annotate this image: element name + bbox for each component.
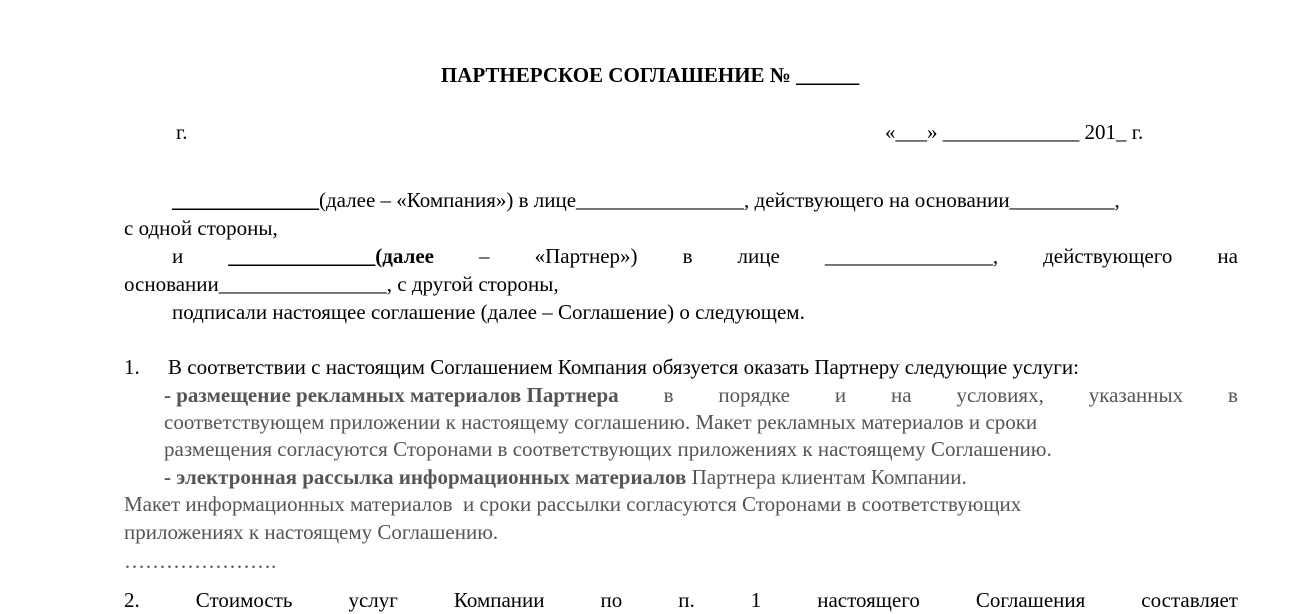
item-1-bold — [164, 381, 619, 409]
word: указанных — [1088, 383, 1184, 407]
word: «Партнер») — [534, 244, 638, 268]
word: и — [834, 383, 847, 407]
word: в — [663, 383, 674, 407]
section-1-heading: В соответствии с настоящим Соглашением Компания обязуется оказать Партнеру следующие услуги: — [168, 355, 1079, 379]
section-1-paragraph-line-1: Макет информационных материалов и сроки рассылки согласуются Сторонами в соответствующих — [124, 492, 1022, 516]
word: Компании — [453, 588, 545, 612]
word: лице — [737, 244, 780, 268]
item-1-dash: - — [164, 383, 171, 407]
word: на — [891, 383, 912, 407]
city-label: г. — [176, 120, 188, 144]
word: на — [1217, 244, 1238, 268]
section-1-item-1-line-2: соответствующем приложении к настоящему соглашению. Макет рекламных материалов и сроки — [164, 410, 1038, 434]
word: по — [600, 588, 623, 612]
section-1-number: 1. — [124, 355, 140, 379]
section-1-item-1-line-3: размещения согласуются Сторонами в соответствующих приложениях к настоящему Соглашению. — [164, 437, 1052, 461]
item-2-rest: Партнера клиентам Компании. — [686, 465, 967, 489]
word: п. — [678, 588, 695, 612]
word: Соглашения — [975, 588, 1086, 612]
item-2-bold: - электронная рассылка информационных материалов — [164, 465, 687, 489]
item-1-bold-text: размещение рекламных материалов Партнера — [176, 383, 619, 407]
section-1-item-2 — [164, 463, 967, 491]
word: и — [172, 244, 184, 268]
company-name-blank: ______________ — [172, 188, 319, 212]
parties-line-5: подписали настоящее соглашение (далее – Соглашение) о следующем. — [172, 300, 805, 324]
section-1-dots: …………………. — [124, 549, 277, 573]
document-title: ПАРТНЕРСКОЕ СОГЛАШЕНИЕ № ______ — [440, 63, 860, 87]
word: ________________, — [824, 244, 999, 268]
word: Стоимость — [195, 588, 293, 612]
word: 1 — [750, 588, 762, 612]
parties-line-1 — [172, 186, 1120, 214]
parties-line-3 — [172, 242, 1238, 270]
section-2-number: 2. — [124, 588, 140, 612]
word: настоящего — [817, 588, 920, 612]
word: услуг — [348, 588, 398, 612]
parties-line-4: основании________________, с другой стороны, — [124, 272, 559, 296]
word: условиях, — [956, 383, 1044, 407]
date-line: «___» _____________ 201_ г. — [885, 120, 1144, 144]
partner-name-blank: ______________(далее — [228, 244, 435, 268]
word: составляет — [1141, 588, 1238, 612]
section-1-item-1-line-1 — [164, 381, 1238, 409]
parties-line-1-text: (далее – «Компания») в лице________________, действующего на основании__________, — [319, 188, 1120, 212]
word: действующего — [1043, 244, 1173, 268]
word: – — [479, 244, 490, 268]
word: в — [1228, 383, 1238, 407]
section-2-line-1 — [124, 586, 1238, 614]
word: порядке — [718, 383, 790, 407]
word: в — [682, 244, 693, 268]
parties-line-2: с одной стороны, — [124, 216, 278, 240]
section-1-paragraph-line-2: приложениях к настоящему Соглашению. — [124, 520, 499, 544]
